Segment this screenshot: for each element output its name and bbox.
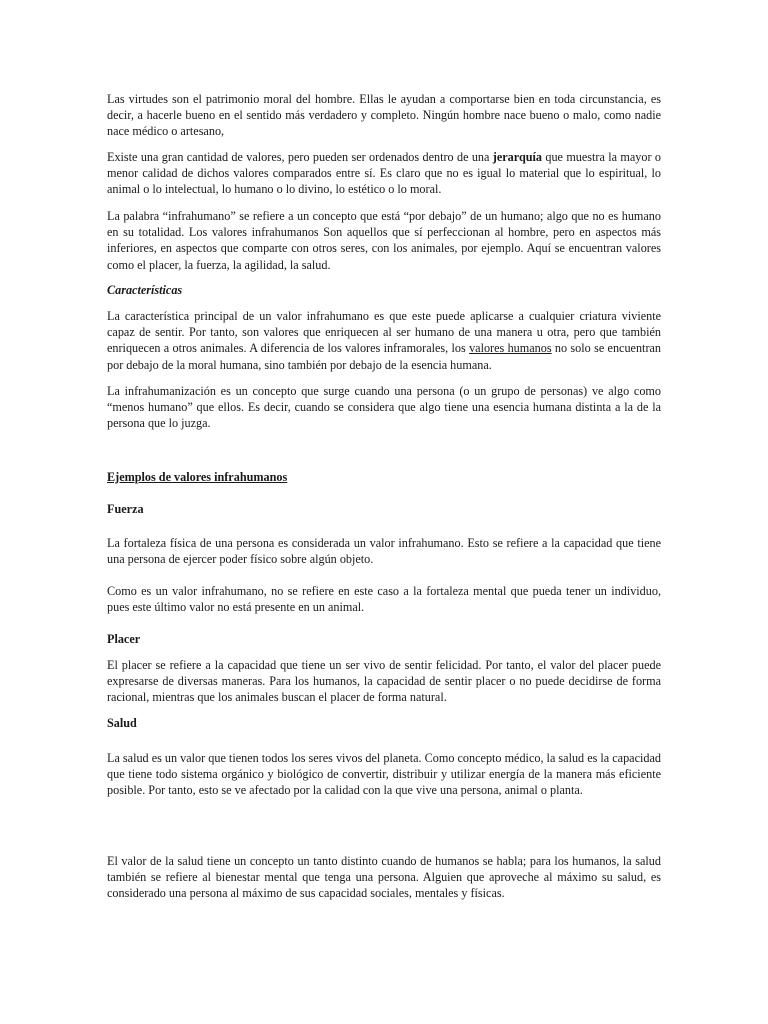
heading-placer: Placer [107, 632, 141, 646]
paragraph-jerarquia-end: que muestra la mayor o menor calidad de dichos valores comparados entre sí. Es claro que no es igual lo material que lo espiritual, lo animal o lo intelectual, lo humano o lo divino, lo estético o lo moral. [107, 150, 661, 197]
paragraph-jerarquia [107, 149, 661, 198]
paragraph-placer: El placer se refiere a la capacidad que tiene un ser vivo de sentir felicidad. Por tanto, el valor del placer puede expresarse de diversas maneras. Para los humanos, la capacidad de sentir placer o no puede decidirse de forma racional, mientras que los animales buscan el placer de forma natural. [107, 658, 661, 705]
jerarquia-bold-term: jerarquía [492, 150, 542, 164]
paragraph-caracteristica-end: no solo se encuentran por debajo de la moral humana, sino también por debajo de la esencia humana. [107, 341, 662, 372]
heading-salud: Salud [107, 716, 137, 730]
paragraph-fuerza-1: La fortaleza física de una persona es considerada un valor infrahumano. Esto se refiere a la capacidad que tiene una persona de ejercer poder físico sobre algún objeto. [107, 536, 661, 567]
paragraph-salud-1: La salud es un valor que tienen todos los seres vivos del planeta. Como concepto médico, la salud es la capacidad que tiene todo sistema orgánico y biológico de convertir, distribuir y utilizar energía de la manera más eficiente posible. Por tanto, esto se ve afectado por la calidad con la que vive una persona, animal o planta. [107, 751, 661, 798]
paragraph-infrahumano: La palabra “infrahumano” se refiere a un concepto que está “por debajo” de un humano; algo que no es humano en su totalidad. Los valores infrahumanos Son aquellos que sí perfeccionan al hombre, pero en aspectos más inferiores, en aspectos que comparte con otros seres, con los animales, por ejemplo. Aquí se encuentran valores como el placer, la fuerza, la agilidad, la salud. [107, 209, 661, 272]
heading-ejemplos: Ejemplos de valores infrahumanos [107, 470, 288, 484]
paragraph-fuerza-2: Como es un valor infrahumano, no se refiere en este caso a la fortaleza mental que pueda tener un individuo, pues este último valor no está presente en un animal. [107, 584, 661, 615]
paragraph-jerarquia-start: Existe una gran cantidad de valores, pero pueden ser ordenados dentro de una [107, 150, 493, 164]
paragraph-infrahumanizacion: La infrahumanización es un concepto que surge cuando una persona (o un grupo de personas) ve algo como “menos humano” que ellos. Es decir, cuando se considera que algo tiene una esencia humana distinta a la de la persona que lo juzga. [107, 384, 661, 431]
paragraph-salud-2: El valor de la salud tiene un concepto un tanto distinto cuando de humanos se habla; para los humanos, la salud también se refiere al bienestar mental que tenga una persona. Alguien que aproveche al máximo su salud, es considerado una persona al máximo de sus capacidad sociales, mentales y físicas. [107, 854, 661, 901]
heading-fuerza: Fuerza [107, 502, 144, 516]
paragraph-caracteristica-start: La característica principal de un valor infrahumano es que este puede aplicarse a cualquier criatura viviente capaz de sentir. Por tanto, son valores que enriquecen al ser humano de una manera u otra, pero que también enriquecen a otros animales. A diferencia de los valores inframorales, los [107, 309, 661, 356]
paragraph-caracteristica-principal [107, 308, 661, 373]
heading-caracteristicas: Características [107, 283, 183, 297]
paragraph-virtudes: Las virtudes son el patrimonio moral del hombre. Ellas le ayudan a comportarse bien en toda circunstancia, es decir, a hacerle bueno en el sentido más verdadero y completo. Ningún hombre nace bueno o malo, como nadie nace médico o artesano, [107, 92, 661, 139]
valores-humanos-link[interactable]: valores humanos [469, 341, 552, 356]
